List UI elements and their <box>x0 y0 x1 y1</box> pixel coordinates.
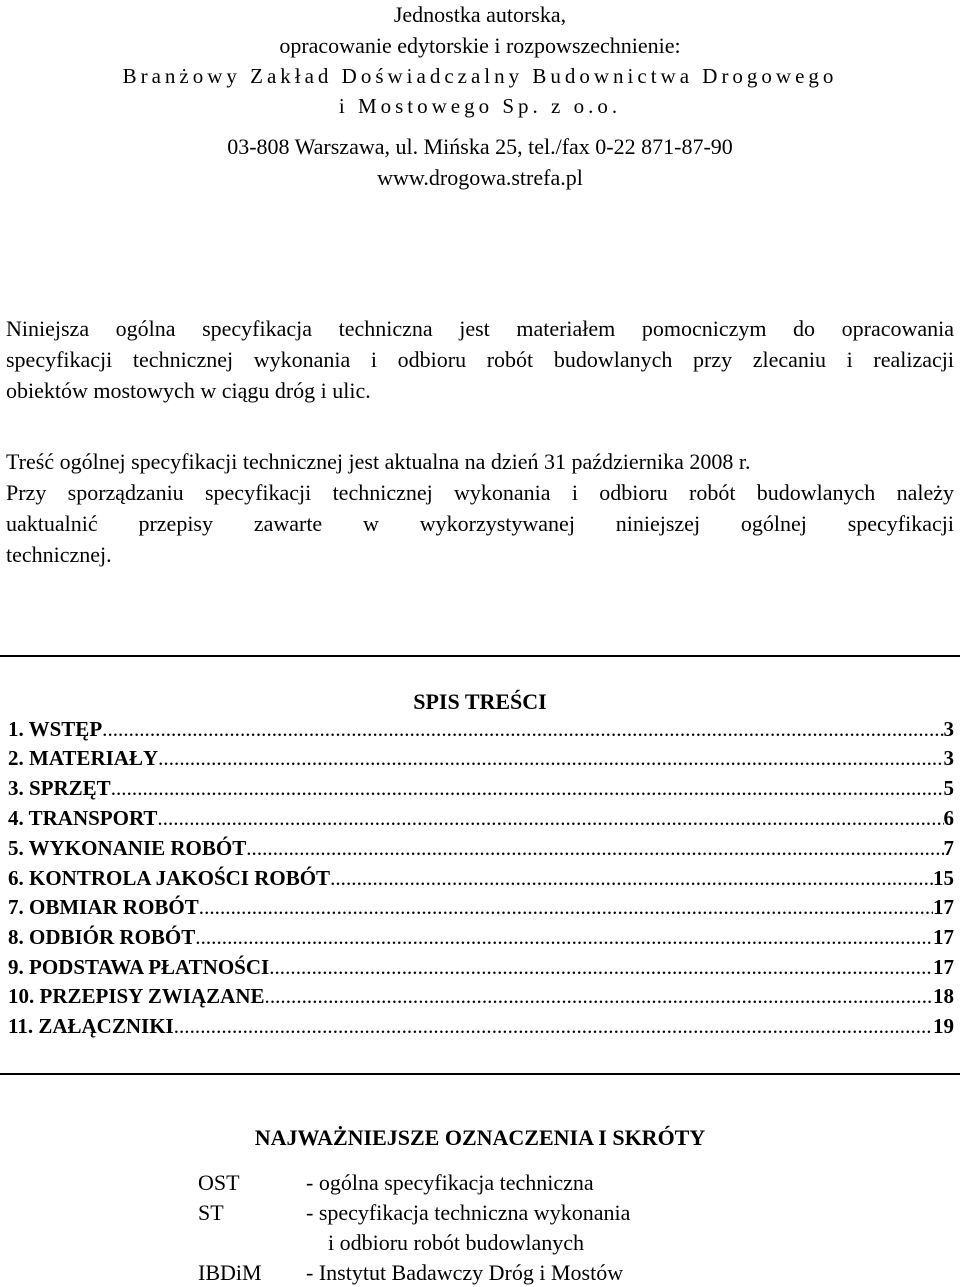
toc-item-page: 19 <box>933 1014 954 1038</box>
toc-leader <box>330 866 933 891</box>
toc-item[interactable] <box>8 866 954 896</box>
toc-item-label: 4. TRANSPORT <box>8 806 158 830</box>
toc-item-page: 17 <box>933 955 954 979</box>
intro-p2-line4: technicznej. <box>6 542 112 567</box>
abbr-key: OST <box>198 1170 240 1195</box>
toc-item[interactable] <box>8 746 954 776</box>
toc-item-page: 15 <box>933 866 954 890</box>
abbr-value: - ogólna specyfikacja techniczna <box>306 1170 594 1195</box>
toc-item-label: 8. ODBIÓR ROBÓT <box>8 925 196 949</box>
intro-p1-line2: specyfikacji technicznej wykonania i odbioru robót budowlanych przy zlecaniu i realizacji <box>6 347 954 372</box>
publisher-address: 03-808 Warszawa, ul. Mińska 25, tel./fax 0-22 871-87-90 <box>227 134 733 159</box>
toc-item-page: 17 <box>933 895 954 919</box>
toc-item-label: 9. PODSTAWA PŁATNOŚCI <box>8 955 270 979</box>
toc-item[interactable] <box>8 806 954 836</box>
intro-p1-line3: obiektów mostowych w ciągu dróg i ulic. <box>6 378 371 403</box>
toc-item[interactable] <box>8 984 954 1014</box>
abbr-value: - specyfikacja techniczna wykonania <box>306 1200 631 1225</box>
toc-item-label: 1. WSTĘP <box>8 717 103 741</box>
toc-item-label: 11. ZAŁĄCZNIKI <box>8 1014 174 1038</box>
intro-p2-line3: uaktualnić przepisy zawarte w wykorzystywanej niniejszej ogólnej specyfikacji <box>6 511 954 536</box>
toc-leader <box>269 955 933 980</box>
toc-item-label: 7. OBMIAR ROBÓT <box>8 895 199 919</box>
toc-item-label: 6. KONTROLA JAKOŚCI ROBÓT <box>8 866 331 890</box>
toc-item-label: 3. SPRZĘT <box>8 776 111 800</box>
toc-item[interactable] <box>8 776 954 806</box>
toc-item[interactable] <box>8 1014 954 1044</box>
toc-item-label: 5. WYKONANIE ROBÓT <box>8 836 247 860</box>
toc-leader <box>265 984 933 1009</box>
toc-item[interactable] <box>8 836 954 866</box>
intro-p2-line2: Przy sporządzaniu specyfikacji technicznej wykonania i odbioru robót budowlanych należy <box>6 480 954 505</box>
header-line-2: opracowanie edytorskie i rozpowszechnienie: <box>279 33 681 58</box>
toc-item-page: 7 <box>943 836 954 860</box>
toc-item[interactable] <box>8 955 954 985</box>
abbr-value-cont: i odbioru robót budowlanych <box>306 1230 585 1255</box>
toc-item-page: 17 <box>933 925 954 949</box>
toc-item-label: 2. MATERIAŁY <box>8 746 159 770</box>
abbr-key: IBDiM <box>198 1260 262 1285</box>
toc-leader <box>174 1014 933 1039</box>
abbr-value: - Instytut Badawczy Dróg i Mostów <box>306 1260 624 1285</box>
toc-item-label: 10. PRZEPISY ZWIĄZANE <box>8 984 265 1008</box>
publisher-name-cont: i Mostowego Sp. z o.o. <box>338 94 622 118</box>
toc-item[interactable] <box>8 895 954 925</box>
divider-top <box>0 655 960 657</box>
toc-item[interactable] <box>8 925 954 955</box>
toc-title <box>0 689 960 715</box>
toc-leader <box>195 925 933 950</box>
toc-leader <box>102 717 943 742</box>
toc-leader <box>157 806 943 831</box>
toc-leader <box>199 895 933 920</box>
publisher-name: Branżowy Zakład Doświadczalny Budownictwa Drogowego <box>122 64 838 88</box>
toc-item-page: 5 <box>943 776 954 800</box>
intro-p2-line1: Treść ogólnej specyfikacji technicznej jest aktualna na dzień 31 października 2008 r. <box>6 449 751 474</box>
intro-p1-line1: Niniejsza ogólna specyfikacja techniczna jest materiałem pomocniczym do opracowania <box>6 316 954 341</box>
toc-item-page: 18 <box>933 984 954 1008</box>
toc-title-text: SPIS TREŚCI <box>413 689 547 714</box>
toc-item-page: 6 <box>943 806 954 830</box>
header-line-1: Jednostka autorska, <box>393 2 567 27</box>
toc-item-page: 3 <box>943 746 954 770</box>
toc-leader <box>111 776 944 801</box>
toc-leader <box>246 836 943 861</box>
abbr-key: ST <box>198 1200 224 1225</box>
abbreviations-title: NAJWAŻNIEJSZE OZNACZENIA I SKRÓTY <box>254 1125 706 1150</box>
toc-leader <box>158 746 943 771</box>
divider-bottom <box>0 1073 960 1075</box>
toc-item-page: 3 <box>943 717 954 741</box>
publisher-website[interactable]: www.drogowa.strefa.pl <box>377 165 583 190</box>
toc-item[interactable] <box>8 717 954 747</box>
